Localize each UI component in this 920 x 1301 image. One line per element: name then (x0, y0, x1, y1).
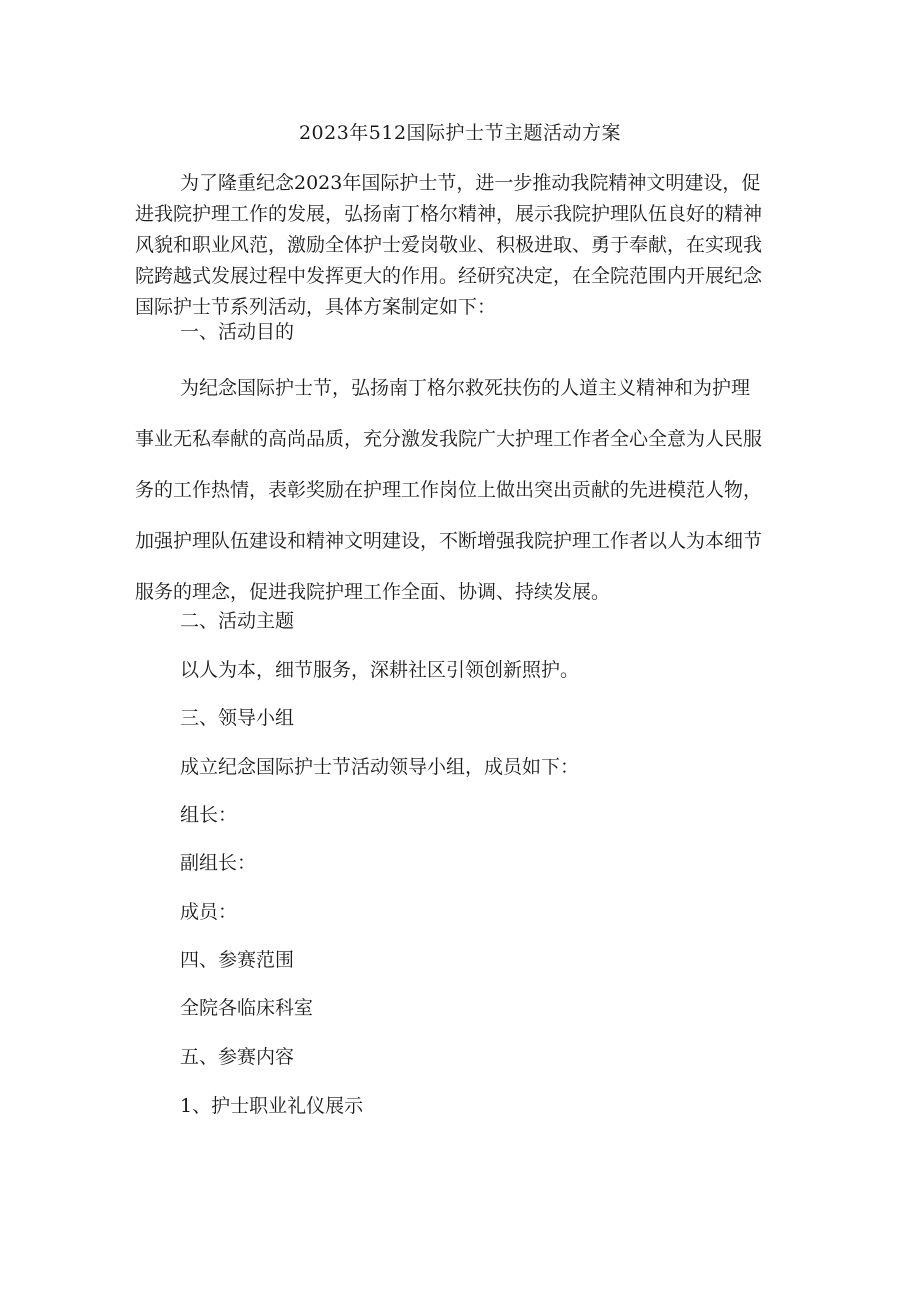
purpose-paragraph (135, 363, 800, 618)
purpose-line: 服务的理念，促进我院护理工作全面、协调、持续发展。 (135, 581, 611, 603)
document-title: 2023年512国际护士节主题活动方案 (298, 122, 622, 144)
section-heading-content: 五、参赛内容 (180, 1046, 295, 1068)
scope-text: 全院各临床科室 (180, 997, 314, 1019)
members-label: 成员： (180, 901, 238, 923)
content-item-1: 1、护士职业礼仪展示 (180, 1095, 364, 1117)
intro-paragraph (135, 168, 800, 323)
section-heading-scope: 四、参赛范围 (180, 949, 295, 971)
group-intro-text: 成立纪念国际护士节活动领导小组，成员如下： (180, 756, 580, 778)
theme-text: 以人为本，细节服务，深耕社区引领创新照护。 (180, 659, 580, 681)
intro-line: 为了隆重纪念2023年国际护士节，进一步推动我院精神文明建设，促 (180, 172, 761, 194)
section-heading-theme: 二、活动主题 (180, 610, 295, 632)
section-heading-leadership: 三、领导小组 (180, 707, 295, 729)
intro-line: 院跨越式发展过程中发挥更大的作用。经研究决定，在全院范围内开展纪念 (135, 265, 763, 287)
leader-label: 组长： (180, 804, 238, 826)
purpose-line: 为纪念国际护士节，弘扬南丁格尔救死扶伤的人道主义精神和为护理 (180, 377, 751, 399)
purpose-line: 务的工作热情，表彰奖励在护理工作岗位上做出突出贡献的先进模范人物， (135, 479, 763, 501)
intro-line: 风貌和职业风范，激励全体护士爱岗敬业、积极进取、勇于奉献，在实现我 (135, 234, 763, 256)
deputy-leader-label: 副组长： (180, 852, 257, 874)
intro-line: 进我院护理工作的发展，弘扬南丁格尔精神，展示我院护理队伍良好的精神 (135, 203, 763, 225)
purpose-line: 事业无私奉献的高尚品质，充分激发我院广大护理工作者全心全意为人民服 (135, 428, 763, 450)
intro-line: 国际护士节系列活动，具体方案制定如下： (135, 296, 497, 318)
section-heading-purpose: 一、活动目的 (180, 321, 295, 343)
purpose-line: 加强护理队伍建设和精神文明建设，不断增强我院护理工作者以人为本细节 (135, 530, 763, 552)
